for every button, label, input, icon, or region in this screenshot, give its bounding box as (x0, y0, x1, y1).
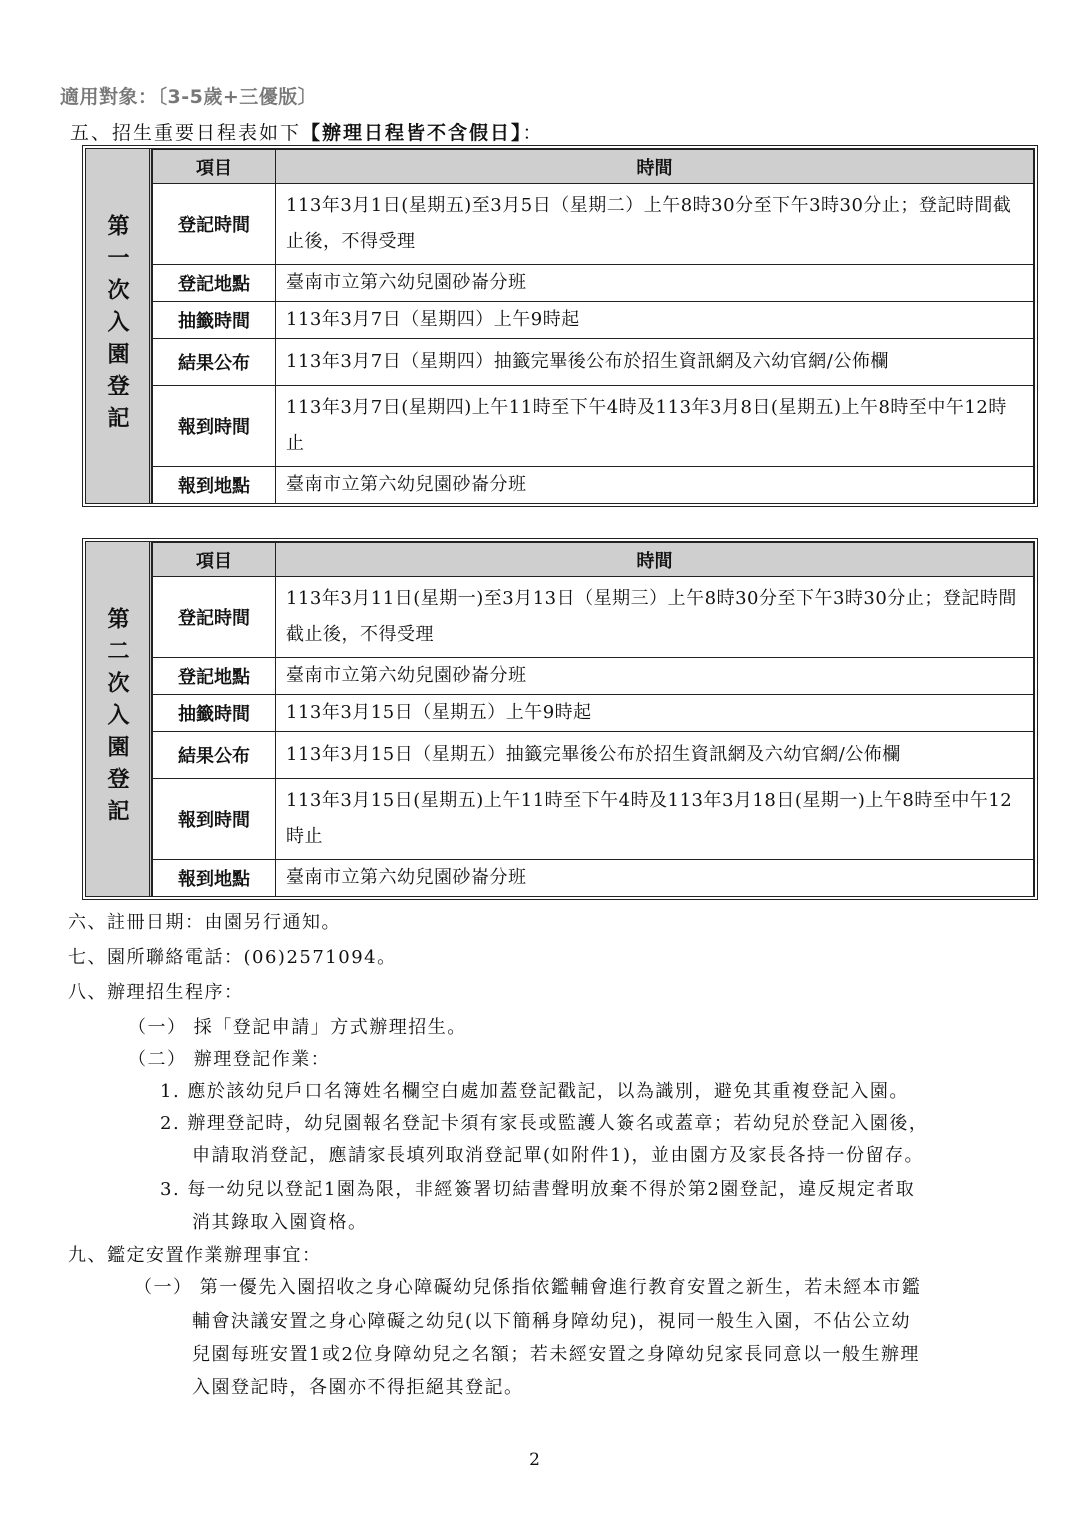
table-row (153, 860, 1034, 897)
row-time: 113年3月15日(星期五)上午11時至下午4時及113年3月18日(星期一)上午8時至中午12時止 (276, 779, 1034, 860)
section-eight-sub-2b: 申請取消登記，應請家長填列取消登記單(如附件1)，並由園方及家長各持一份留存。 (192, 1145, 924, 1166)
schedule-grid (152, 149, 1034, 504)
row-time: 臺南市立第六幼兒園砂崙分班 (276, 467, 1034, 504)
section-eight-sub-2a: 2. 辦理登記時，幼兒園報名登記卡須有家長或監護人簽名或蓋章；若幼兒於登記入園後， (160, 1113, 929, 1134)
row-time: 113年3月7日（星期四）抽籤完畢後公布於招生資訊網及六幼官網/公佈欄 (276, 339, 1034, 386)
row-item: 報到地點 (153, 467, 276, 504)
row-time: 113年3月7日(星期四)上午11時至下午4時及113年3月8日(星期五)上午8時至中午12時止 (276, 386, 1034, 467)
side-label-text: 第二次入園登記 (104, 607, 130, 831)
row-time: 113年3月15日（星期五）上午9時起 (276, 695, 1034, 732)
section-nine-item-1c: 兒園每班安置1或2位身障幼兒之名額；若未經安置之身障幼兒家長同意以一般生辦理 (192, 1344, 920, 1365)
table-row (153, 467, 1034, 504)
section-nine-item-1d: 入園登記時，各園亦不得拒絕其登記。 (192, 1377, 524, 1398)
row-time: 臺南市立第六幼兒園砂崙分班 (276, 860, 1034, 897)
section-six: 六、註冊日期：由園另行通知。 (68, 912, 341, 933)
row-item: 報到時間 (153, 386, 276, 467)
row-item: 抽籤時間 (153, 695, 276, 732)
side-label-text: 第一次入園登記 (104, 214, 130, 438)
section-nine-item-1b: 輔會決議安置之身心障礙之幼兒(以下簡稱身障幼兒)，視同一般生入園，不佔公立幼 (192, 1311, 912, 1332)
section-five-prefix: 五、招生重要日程表如下 (70, 122, 302, 144)
row-item: 登記時間 (153, 577, 276, 658)
section-eight-sub-1: 1. 應於該幼兒戶口名簿姓名欄空白處加蓋登記戳記，以為識別，避免其重複登記入園。 (160, 1081, 909, 1102)
section-nine-item-1a: （一） 第一優先入園招收之身心障礙幼兒係指依鑑輔會進行教育安置之新生，若未經本市鑑 (134, 1277, 922, 1298)
table-row (153, 339, 1034, 386)
table-row (153, 658, 1034, 695)
section-eight-item-2: （二） 辦理登記作業： (128, 1049, 331, 1070)
section-seven: 七、園所聯絡電話：(06)2571094。 (68, 947, 397, 968)
row-item: 登記時間 (153, 184, 276, 265)
row-item: 報到時間 (153, 779, 276, 860)
section-eight-item-1: （一） 採「登記申請」方式辦理招生。 (128, 1017, 467, 1038)
schedule-table-second (82, 538, 1038, 900)
col-header-time: 時間 (276, 543, 1034, 577)
row-item: 結果公布 (153, 339, 276, 386)
row-time: 113年3月1日(星期五)至3月5日（星期二）上午8時30分至下午3時30分止；登記時間截止後，不得受理 (276, 184, 1034, 265)
row-item: 抽籤時間 (153, 302, 276, 339)
row-time: 臺南市立第六幼兒園砂崙分班 (276, 658, 1034, 695)
table-row (153, 302, 1034, 339)
row-item: 登記地點 (153, 658, 276, 695)
section-five-emphasis: 【辦理日程皆不含假日】 (301, 122, 523, 144)
col-header-item: 項目 (153, 543, 276, 577)
schedule-side-label (86, 542, 152, 896)
col-header-time: 時間 (276, 150, 1034, 184)
table-row (153, 779, 1034, 860)
row-time: 113年3月15日（星期五）抽籤完畢後公布於招生資訊網及六幼官網/公佈欄 (276, 732, 1034, 779)
table-row (153, 184, 1034, 265)
schedule-table-first (82, 145, 1038, 507)
schedule-side-label (86, 149, 152, 503)
section-eight-sub-3b: 消其錄取入園資格。 (192, 1212, 368, 1233)
applicable-target-tag: 適用對象：〔3-5歲+三優版〕 (60, 86, 318, 108)
row-time: 113年3月11日(星期一)至3月13日（星期三）上午8時30分至下午3時30分止；登記時間截止後，不得受理 (276, 577, 1034, 658)
table-row (153, 577, 1034, 658)
section-eight: 八、辦理招生程序： (68, 982, 244, 1003)
section-nine: 九、鑑定安置作業辦理事宜： (68, 1245, 322, 1266)
section-eight-sub-3a: 3. 每一幼兒以登記1園為限，非經簽署切結書聲明放棄不得於第2園登記，違反規定者取 (160, 1179, 916, 1200)
table-row (153, 695, 1034, 732)
row-time: 臺南市立第六幼兒園砂崙分班 (276, 265, 1034, 302)
section-five-heading (70, 118, 544, 145)
row-item: 登記地點 (153, 265, 276, 302)
row-item: 結果公布 (153, 732, 276, 779)
schedule-grid (152, 542, 1034, 897)
row-time: 113年3月7日（星期四）上午9時起 (276, 302, 1034, 339)
col-header-item: 項目 (153, 150, 276, 184)
section-five-suffix: ： (522, 122, 544, 144)
table-row (153, 265, 1034, 302)
table-row (153, 386, 1034, 467)
row-item: 報到地點 (153, 860, 276, 897)
table-row (153, 732, 1034, 779)
page-number: 2 (529, 1450, 540, 1470)
